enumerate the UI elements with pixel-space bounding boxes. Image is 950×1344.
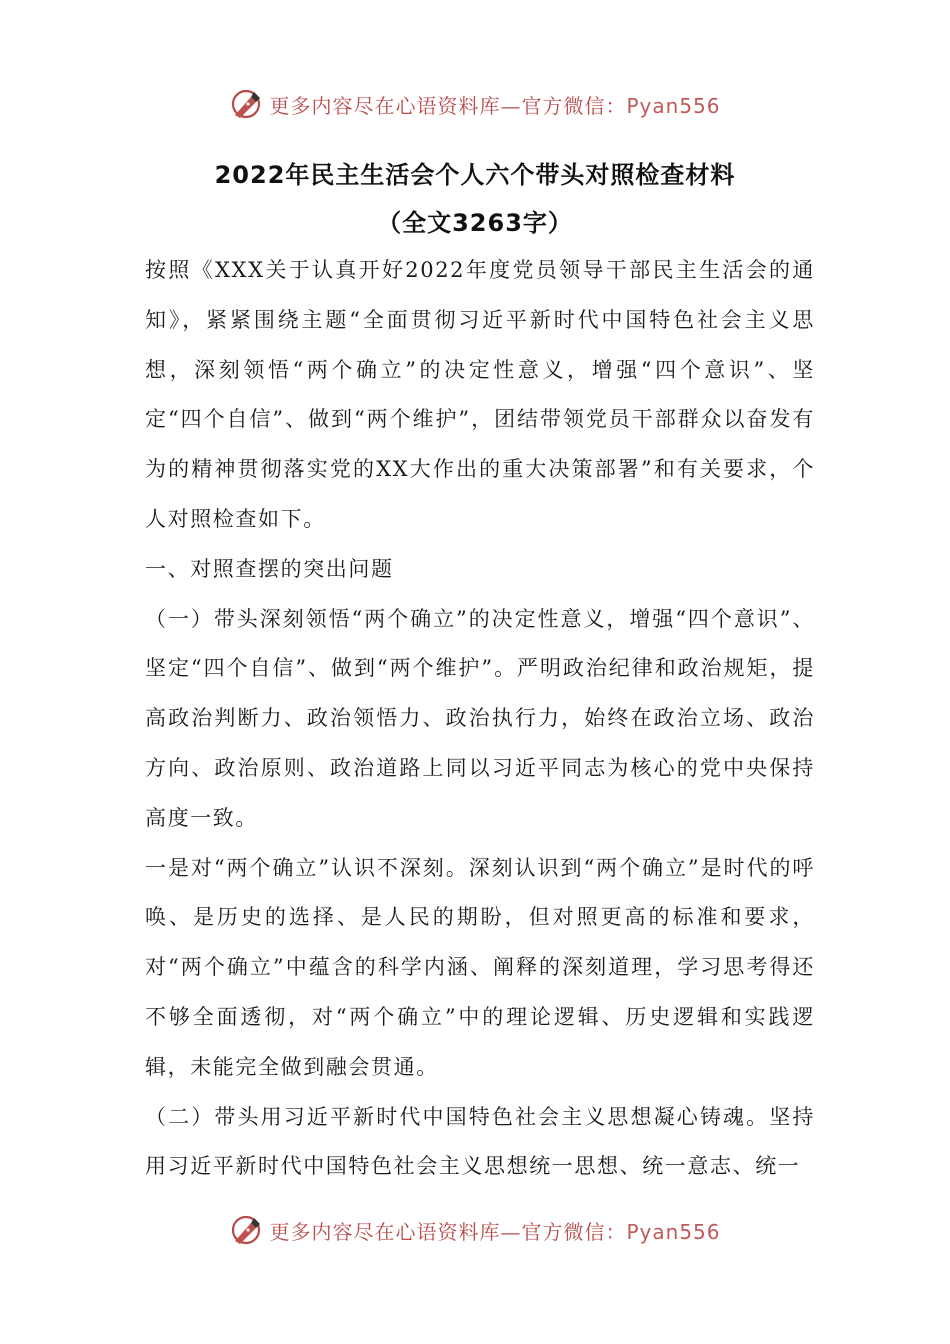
watermark-text: 更多内容尽在心语资料库—官方微信：Pyan556 — [269, 1219, 721, 1244]
subsection-paragraph: （一）带头深刻领悟“两个确立”的决定性意义，增强“四个意识”、坚定“四个自信”、做到“两个维护”。严明政治纪律和政治规矩，提高政治判断力、政治领悟力、政治执行力，始终在政治立场、政治方向、政治原则、政治道路上同以习近平同志为核心的党中央保持高度一致。 — [145, 606, 815, 830]
pen-nib-logo-icon — [229, 1213, 263, 1247]
watermark-text: 更多内容尽在心语资料库—官方微信：Pyan556 — [269, 93, 721, 118]
footer-watermark — [0, 1210, 950, 1250]
header-watermark — [0, 84, 950, 124]
wechat-id: Pyan556 — [626, 1219, 721, 1244]
intro-paragraph: 按照《XXX关于认真开好2022年度党员领导干部民主生活会的通知》，紧紧围绕主题“全面贯彻习近平新时代中国特色社会主义思想，深刻领悟“两个确立”的决定性意义，增强“四个意识”、坚定“四个自信”、做到“两个维护”，团结带领党员干部群众以奋发有为的精神贯彻落实党的XX大作出的重大决策部署”和有关要求，个人对照检查如下。 — [145, 258, 815, 531]
subsection-paragraph: （二）带头用习近平新时代中国特色社会主义思想凝心铸魂。坚持用习近平新时代中国特色社会主义思想统一思想、统一意志、统一 — [145, 1104, 815, 1179]
document-body — [145, 246, 815, 1192]
document-subtitle: （全文3263字） — [377, 209, 573, 237]
pen-nib-logo-icon — [229, 87, 263, 121]
wechat-id: Pyan556 — [626, 93, 721, 118]
document-title: 2022年民主生活会个人六个带头对照检查材料 — [214, 161, 736, 189]
issue-paragraph: 一是对“两个确立”认识不深刻。深刻认识到“两个确立”是时代的呼唤、是历史的选择、是人民的期盼，但对照更高的标准和要求，对“两个确立”中蕴含的科学内涵、阐释的深刻道理，学习思考得还不够全面透彻，对“两个确立”中的理论逻辑、历史逻辑和实践逻辑，未能完全做到融会贯通。 — [145, 855, 815, 1079]
section-heading: 一、对照查摆的突出问题 — [145, 556, 394, 581]
